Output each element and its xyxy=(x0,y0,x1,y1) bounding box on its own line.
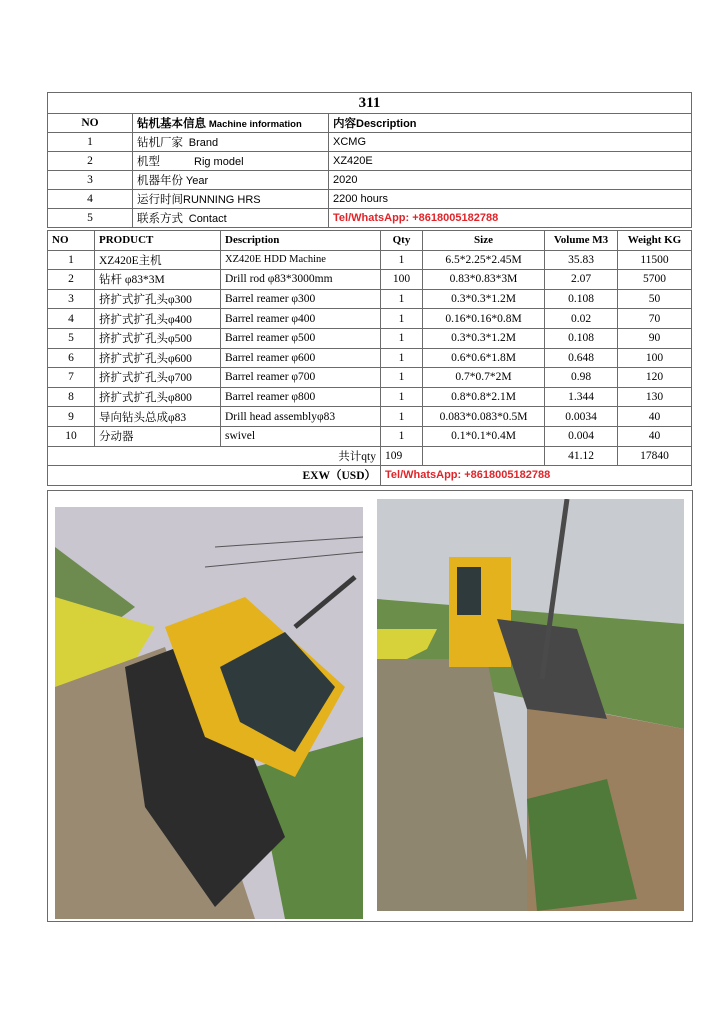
table-row: 5 挤扩式扩孔头φ500 Barrel reamer φ500 1 0.3*0.3*1.2M 0.108 90 xyxy=(48,328,692,348)
table-row: 3 挤扩式扩孔头φ300 Barrel reamer φ300 1 0.3*0.3*1.2M 0.108 50 xyxy=(48,289,692,309)
info-row: 4 运行时间RUNNING HRS 2200 hours xyxy=(48,190,692,209)
machine-info-table xyxy=(47,92,692,228)
col-no: NO xyxy=(48,231,95,251)
info-header-machine: 钻机基本信息 Machine information xyxy=(133,114,329,133)
table-row: 7 挤扩式扩孔头φ700 Barrel reamer φ700 1 0.7*0.7*2M 0.98 120 xyxy=(48,368,692,388)
info-row: 3 机器年份 Year 2020 xyxy=(48,171,692,190)
col-weight: Weight KG xyxy=(618,231,692,251)
parts-table xyxy=(47,230,692,486)
col-qty: Qty xyxy=(381,231,423,251)
info-row: 1 钻机厂家 Brand XCMG xyxy=(48,133,692,152)
info-header-description: 内容Description xyxy=(329,114,692,133)
total-volume: 41.12 xyxy=(545,446,618,466)
total-weight: 17840 xyxy=(618,446,692,466)
drilling-site-photo-right xyxy=(377,499,684,911)
col-volume: Volume M3 xyxy=(545,231,618,251)
table-row: 9 导向钻头总成φ83 Drill head assemblyφ83 1 0.083*0.083*0.5M 0.0034 40 xyxy=(48,407,692,427)
parts-header-row xyxy=(48,231,692,251)
table-row: 8 挤扩式扩孔头φ800 Barrel reamer φ800 1 0.8*0.8*2.1M 1.344 130 xyxy=(48,387,692,407)
sheet-title: 311 xyxy=(48,93,692,114)
exw-contact: Tel/WhatsApp: +8618005182788 xyxy=(381,466,692,486)
photo-panel xyxy=(47,490,693,922)
total-qty: 109 xyxy=(381,446,423,466)
total-label: 共计qty xyxy=(48,446,381,466)
table-row: 2 钻杆 φ83*3M Drill rod φ83*3000mm 100 0.83*0.83*3M 2.07 5700 xyxy=(48,270,692,290)
info-row: 2 机型 Rig model XZ420E xyxy=(48,152,692,171)
exw-row xyxy=(48,466,692,486)
exw-label: EXW（USD） xyxy=(48,466,381,486)
col-size: Size xyxy=(423,231,545,251)
table-row: 4 挤扩式扩孔头φ400 Barrel reamer φ400 1 0.16*0.16*0.8M 0.02 70 xyxy=(48,309,692,329)
col-description: Description xyxy=(221,231,381,251)
col-product: PRODUCT xyxy=(95,231,221,251)
info-row: 5 联系方式 Contact Tel/WhatsApp: +8618005182788 xyxy=(48,209,692,228)
table-row: 10 分动器 swivel 1 0.1*0.1*0.4M 0.004 40 xyxy=(48,426,692,446)
contact-phone: Tel/WhatsApp: +8618005182788 xyxy=(329,209,692,228)
table-row: 1 XZ420E主机 XZ420E HDD Machine 1 6.5*2.25*2.45M 35.83 11500 xyxy=(48,250,692,270)
drilling-rig-photo-left xyxy=(55,507,363,919)
table-row: 6 挤扩式扩孔头φ600 Barrel reamer φ600 1 0.6*0.6*1.8M 0.648 100 xyxy=(48,348,692,368)
total-row xyxy=(48,446,692,466)
info-header-no: NO xyxy=(48,114,133,133)
